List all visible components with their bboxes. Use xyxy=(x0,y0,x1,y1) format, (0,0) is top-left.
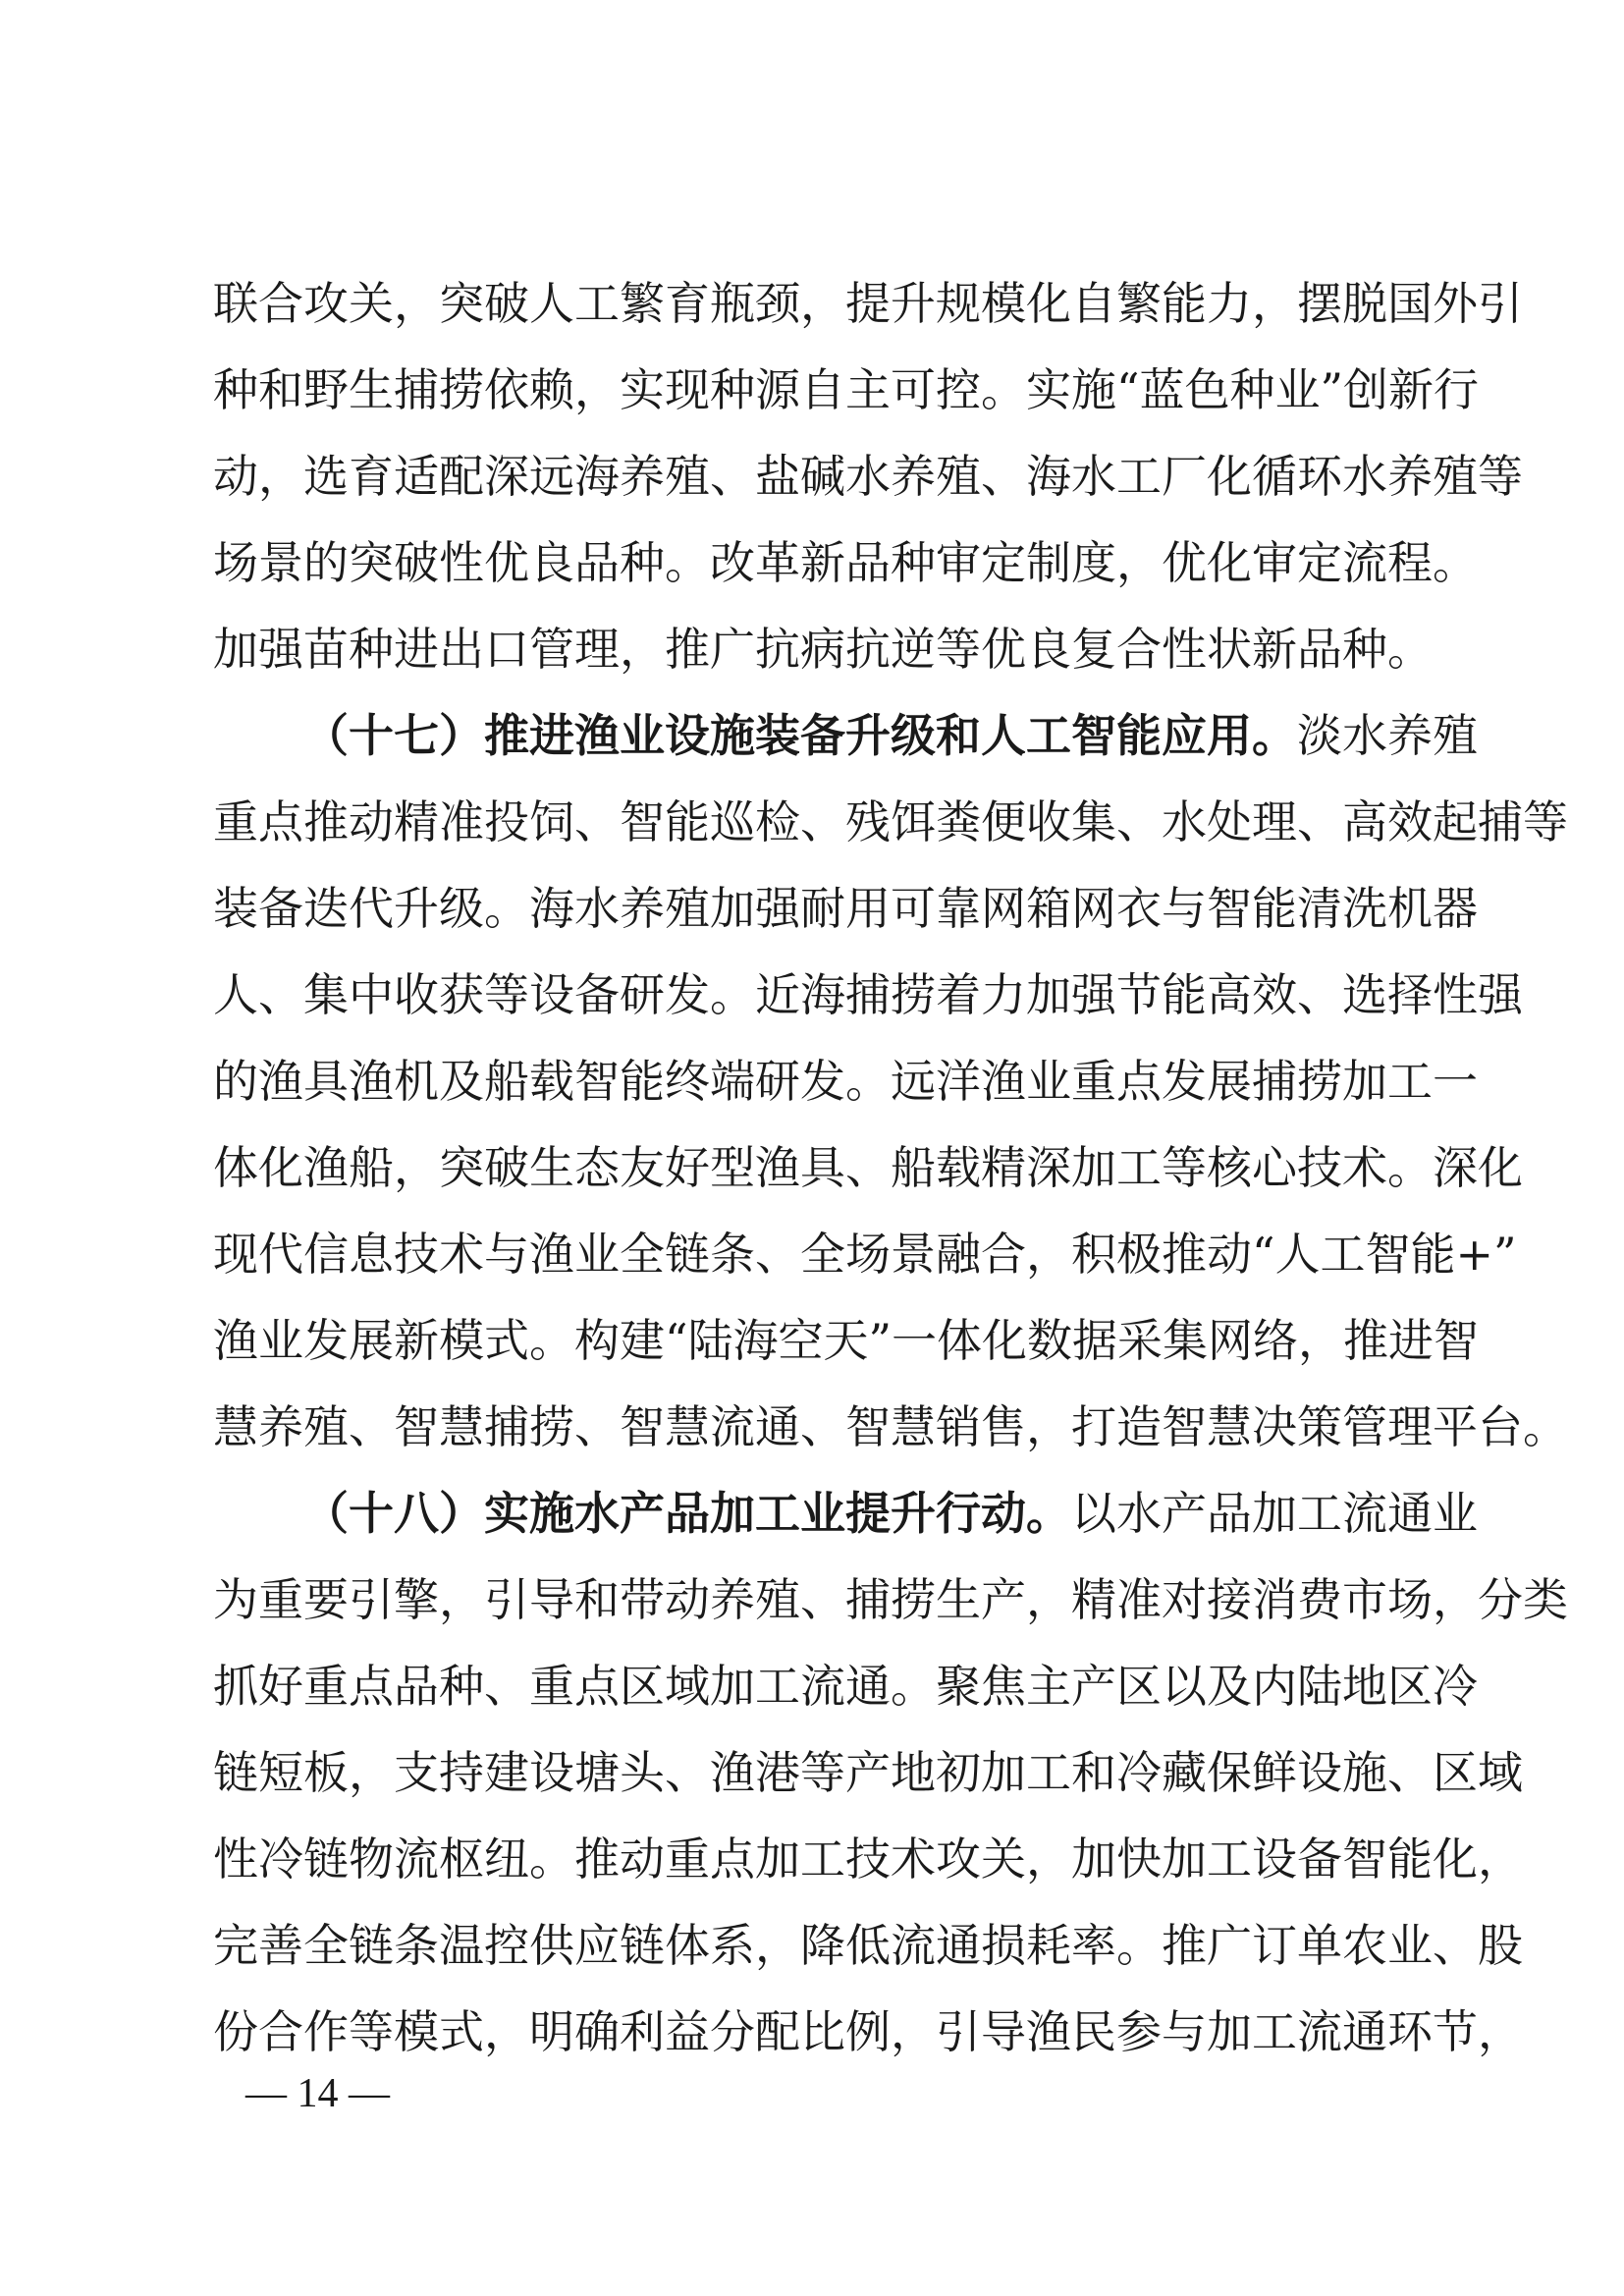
text-line: 体化渔船，突破生态友好型渔具、船载精深加工等核心技术。深化 xyxy=(213,1141,1523,1194)
text-line: 抓好重点品种、重点区域加工流通。聚焦主产区以及内陆地区冷 xyxy=(213,1660,1478,1713)
text-line: 场景的突破性优良品种。改革新品种审定制度，优化审定流程。 xyxy=(213,536,1478,589)
section-heading: （十七）推进渔业设施装备升级和人工智能应用。 xyxy=(303,709,1297,762)
heading-continuation: 以水产品加工流通业 xyxy=(1071,1487,1478,1540)
paragraph-first-line xyxy=(213,692,1478,779)
text-line: 装备迭代升级。海水养殖加强耐用可靠网箱网衣与智能清洗机器 xyxy=(213,882,1478,935)
text-line: 完善全链条温控供应链体系，降低流通损耗率。推广订单农业、股 xyxy=(213,1919,1523,1972)
text-line: 种和野生捕捞依赖，实现种源自主可控。实施“蓝色种业”创新行 xyxy=(213,363,1480,416)
text-line: 动，选育适配深远海养殖、盐碱水养殖、海水工厂化循环水养殖等 xyxy=(213,450,1523,503)
text-line: 现代信息技术与渔业全链条、全场景融合，积极推动“人工智能+” xyxy=(213,1228,1517,1281)
text-line: 加强苗种进出口管理，推广抗病抗逆等优良复合性状新品种。 xyxy=(213,623,1433,676)
text-line: 链短板，支持建设塘头、渔港等产地初加工和冷藏保鲜设施、区域 xyxy=(213,1746,1523,1799)
text-line: 人、集中收获等设备研发。近海捕捞着力加强节能高效、选择性强 xyxy=(213,968,1523,1021)
text-line: 为重要引擎，引导和带动养殖、捕捞生产，精准对接消费市场，分类 xyxy=(213,1573,1568,1626)
text-line: 性冷链物流枢纽。推动重点加工技术攻关，加快加工设备智能化， xyxy=(213,1832,1523,1886)
page-number: — 14 — xyxy=(245,2071,390,2116)
text-line: 重点推动精准投饲、智能巡检、残饵粪便收集、水处理、高效起捕等 xyxy=(213,795,1568,848)
paragraph-first-line xyxy=(213,1470,1478,1557)
section-heading: （十八）实施水产品加工业提升行动。 xyxy=(303,1487,1071,1540)
heading-continuation: 淡水养殖 xyxy=(1297,709,1478,762)
body-text xyxy=(213,260,1568,2075)
text-line: 慧养殖、智慧捕捞、智慧流通、智慧销售，打造智慧决策管理平台。 xyxy=(213,1400,1568,1453)
text-line: 渔业发展新模式。构建“陆海空天”一体化数据采集网络，推进智 xyxy=(213,1314,1480,1367)
text-line: 的渔具渔机及船载智能终端研发。远洋渔业重点发展捕捞加工一 xyxy=(213,1055,1478,1108)
text-line: 份合作等模式，明确利益分配比例，引导渔民参与加工流通环节， xyxy=(213,2005,1523,2058)
text-line: 联合攻关，突破人工繁育瓶颈，提升规模化自繁能力，摆脱国外引 xyxy=(213,277,1523,330)
